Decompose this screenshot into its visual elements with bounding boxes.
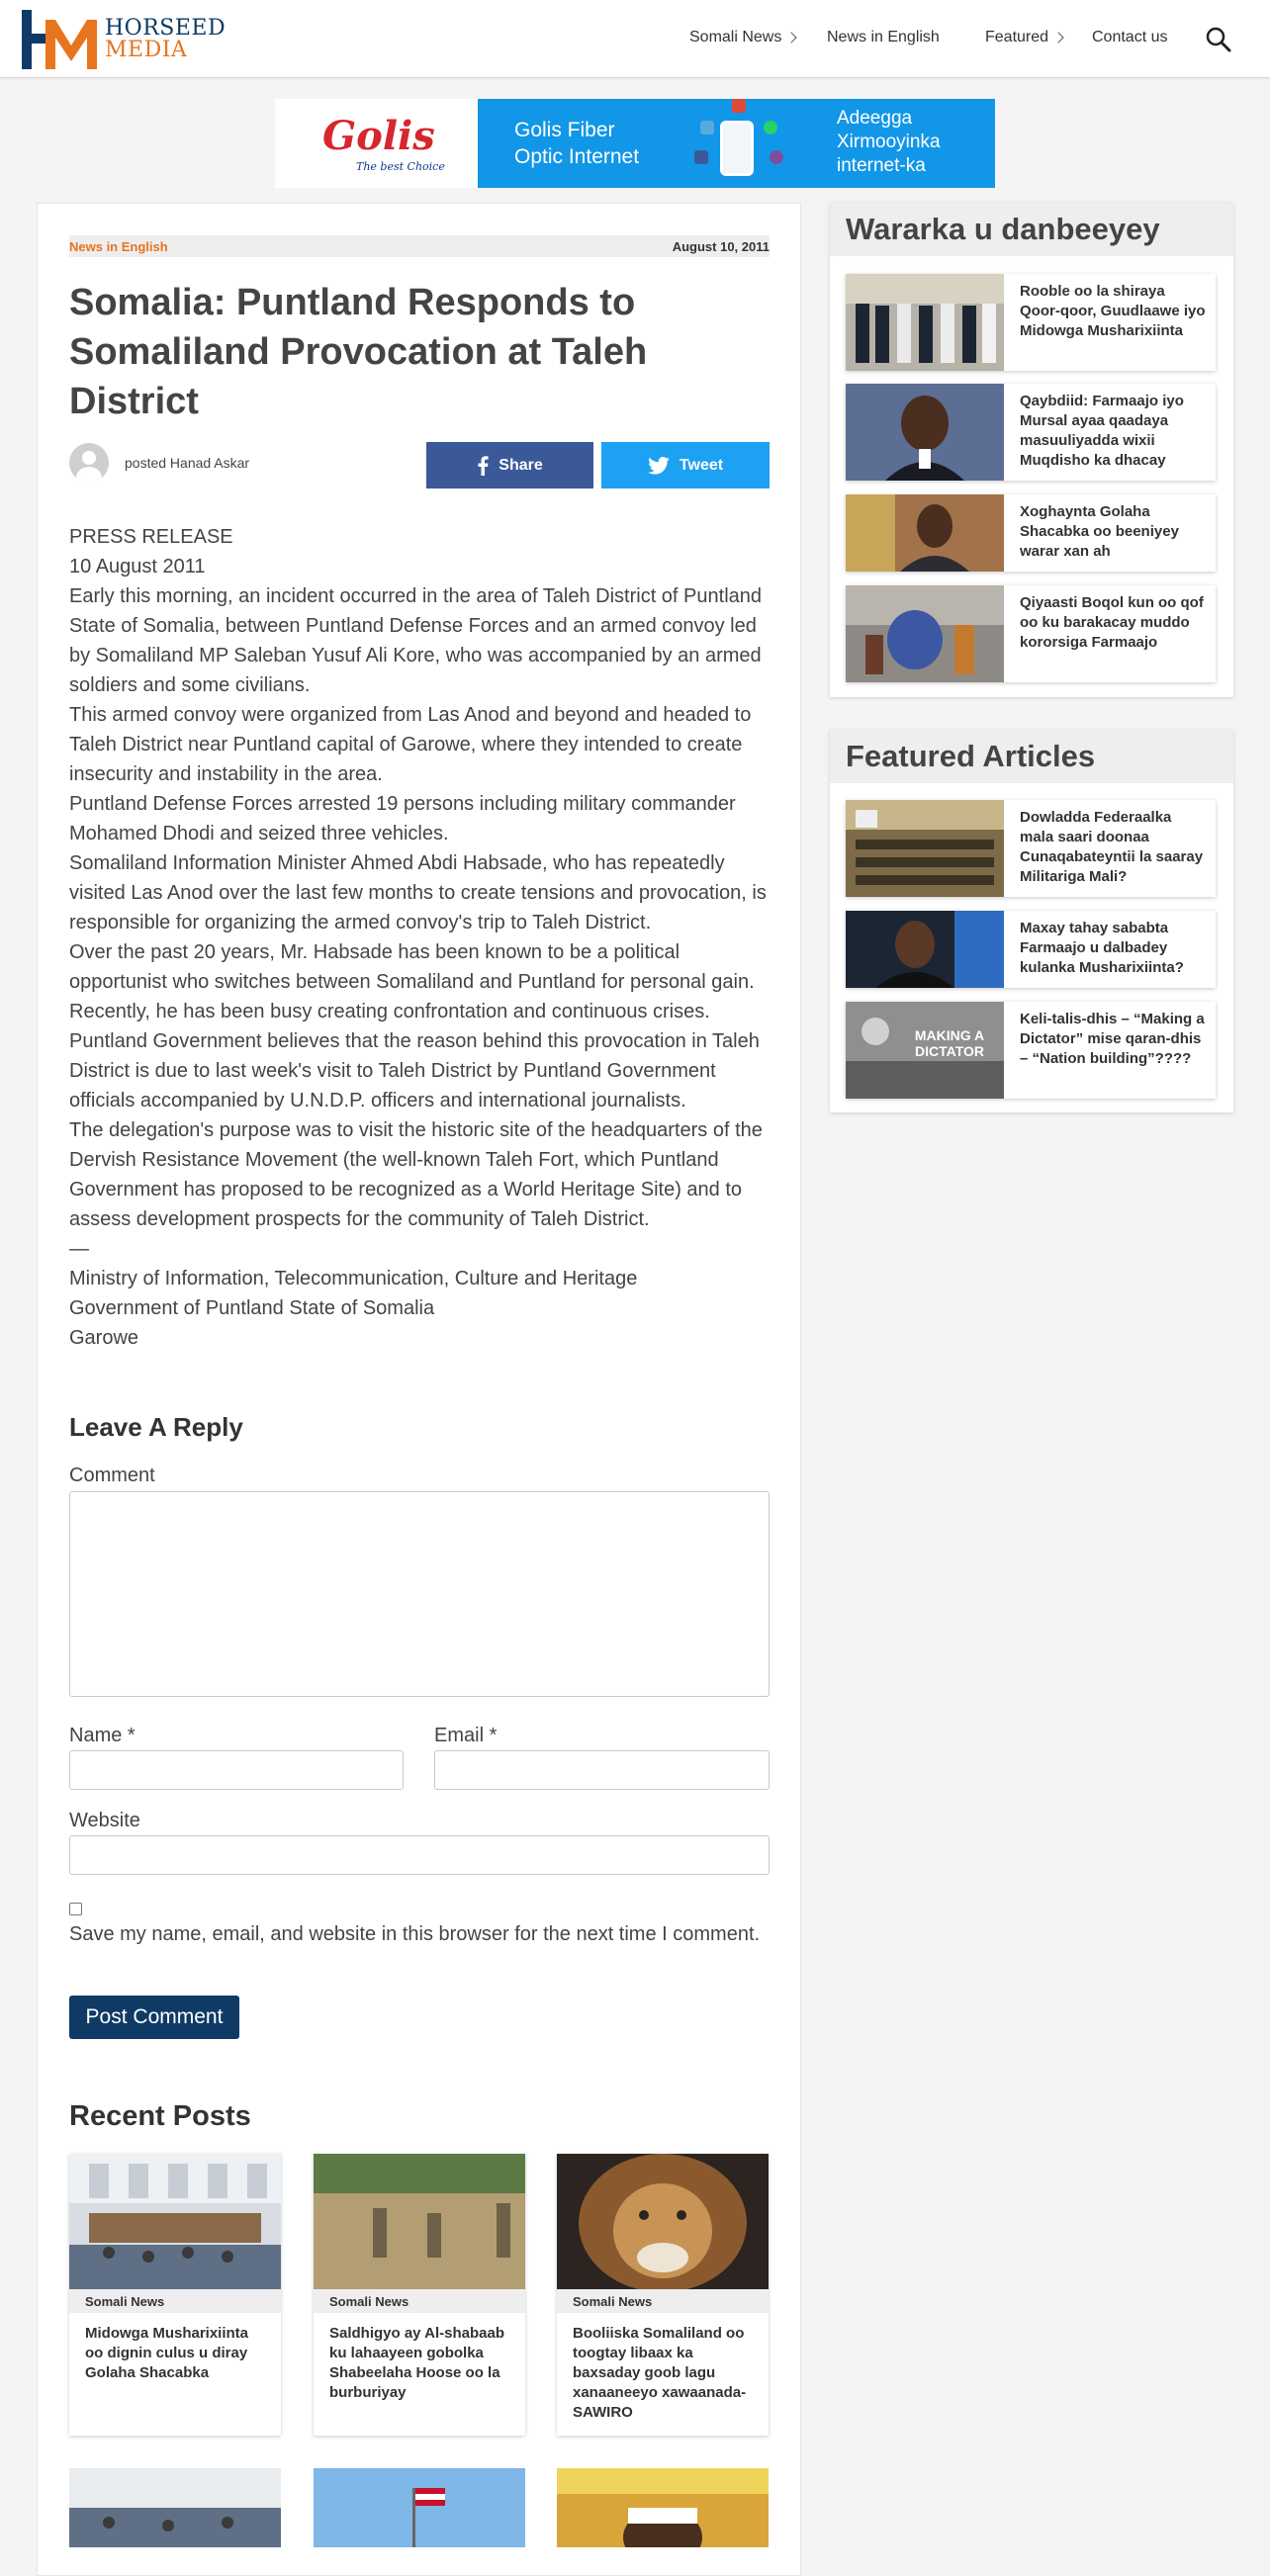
phone-icon — [720, 121, 754, 176]
article-paragraph: The delegation's purpose was to visit the historic site of the headquarters of the Dervish Resistance Movement (the well-known Taleh Fort, which Puntland Government has proposed to be recognized as a World Heritage Site) and to assess development prospects for the community of Taleh District. — [69, 1119, 763, 1230]
featured-articles-title: Featured Articles — [830, 730, 1233, 783]
facebook-share-button[interactable] — [426, 442, 593, 489]
sidebar-item-title[interactable]: Qiyaasti Boqol kun oo qof oo ku barakacay muddo kororsiga Farmaajo — [1020, 594, 1204, 651]
banner-headline — [514, 117, 639, 170]
nav-label: News in English — [827, 29, 940, 45]
banner-headline-line2: Optic Internet — [514, 145, 640, 168]
search-icon[interactable] — [1205, 26, 1232, 53]
sidebar-item-image[interactable] — [846, 911, 1004, 988]
nav-label: Somali News — [689, 29, 782, 45]
recent-posts-title: Recent Posts — [69, 2100, 251, 2132]
article-paragraph: — — [69, 1238, 89, 1260]
twitter-icon — [700, 121, 714, 134]
google-plus-icon — [732, 99, 746, 113]
recent-post-category[interactable]: Somali News — [69, 2289, 281, 2313]
article-paragraph: This armed convoy were organized from Las Anod and beyond and headed to Taleh District near Puntland capital of Garowe, where they intended to create insecurity and instability in the area. — [69, 704, 752, 785]
reply-title: Leave A Reply — [69, 1412, 243, 1442]
nav-news-in-english[interactable] — [827, 29, 940, 46]
logo-line1: HORSEED — [105, 16, 227, 41]
article-body — [69, 522, 773, 1353]
sidebar-item-title[interactable]: Rooble oo la shiraya Qoor-qoor, Guudlaawe iyo Midowga Musharixiinta — [1020, 283, 1206, 339]
website-label: Website — [69, 1810, 140, 1831]
recent-post-image[interactable] — [557, 2468, 769, 2547]
article-paragraph: Garowe — [69, 1327, 139, 1349]
recent-post-title[interactable]: Saldhigyo ay Al-shabaab ku lahaayeen gobolka Shabeelaha Hoose oo la burburiyay — [329, 2325, 504, 2401]
name-label: Name * — [69, 1725, 136, 1746]
article-paragraph: Puntland Defense Forces arrested 19 persons including military commander Mohamed Dhodi and seized three vehicles. — [69, 793, 736, 844]
viber-icon — [770, 150, 783, 164]
twitter-tweet-button[interactable] — [601, 442, 770, 489]
comment-label: Comment — [69, 1465, 155, 1486]
sidebar-item-image[interactable] — [846, 585, 1004, 682]
recent-post-image[interactable] — [314, 2468, 525, 2547]
facebook-icon — [477, 456, 489, 476]
article-title: Somalia: Puntland Responds to Somaliland Provocation at Taleh District — [69, 282, 648, 422]
recent-post-image[interactable] — [557, 2154, 769, 2289]
twitter-icon — [648, 457, 670, 475]
save-info-label: Save my name, email, and website in this browser for the next time I comment. — [69, 1923, 761, 1945]
sidebar-featured-item[interactable] — [846, 800, 1216, 897]
article-paragraph: Early this morning, an incident occurred in the area of Taleh District of Puntland State of Somalia, between Puntland Defense Forces and an armed convoy led by Somaliland MP Saleban Yusuf Ali Kore, who was accompanied by an armed soldiers and some civilians. — [69, 585, 762, 696]
article-paragraph: Ministry of Information, Telecommunication, Culture and Heritage — [69, 1268, 638, 1289]
sidebar-item-title[interactable]: Maxay tahay sababta Farmaajo u dalbadey kulanka Musharixiinta? — [1020, 920, 1184, 976]
recent-post-image[interactable] — [69, 2154, 281, 2289]
sidebar-item-title[interactable]: Qaybdiid: Farmaajo iyo Mursal ayaa qaadaya masuuliyadda wixii Muqdisho ka dhacay — [1020, 393, 1184, 469]
featured-image-caption: MAKING A DICTATOR — [914, 1027, 985, 1059]
recent-post-card[interactable] — [69, 2154, 281, 2436]
advertisement-banner[interactable] — [275, 99, 995, 188]
banner-tagline: The best Choice — [356, 160, 445, 173]
recent-post-image[interactable] — [314, 2154, 525, 2289]
banner-right-line2: Xirmooyinka — [837, 132, 941, 152]
article-paragraph: Over the past 20 years, Mr. Habsade has been known to be a political opportunist who switches between Somaliland and Puntland for personal gain. Recently, he has been busy creating confrontation and continuous crises. — [69, 941, 755, 1022]
latest-news-title: Wararka u danbeeyey — [830, 203, 1233, 256]
article-paragraph: Government of Puntland State of Somalia — [69, 1297, 435, 1319]
banner-right-line1: Adeegga — [837, 108, 913, 129]
sidebar-item-image[interactable] — [846, 274, 1004, 371]
recent-post-category[interactable]: Somali News — [314, 2289, 525, 2313]
whatsapp-icon — [764, 121, 777, 134]
email-label: Email * — [434, 1725, 498, 1746]
sidebar-item-title[interactable]: Dowladda Federaalka mala saari doonaa Cunaqabateyntii la saaray Militariga Mali? — [1020, 809, 1204, 885]
banner-headline-line1: Golis Fiber — [514, 119, 615, 141]
website-field[interactable] — [69, 1835, 770, 1875]
avatar — [69, 443, 109, 483]
author-name[interactable]: posted Hanad Askar — [125, 455, 250, 471]
article-paragraph: PRESS RELEASE — [69, 526, 233, 548]
sidebar-latest-item[interactable] — [846, 274, 1216, 371]
article-paragraph: Somaliland Information Minister Ahmed Abdi Habsade, who has repeatedly visited Las Anod over the last few months to create tensions and provocation, is responsible for organizing the armed convoy's trip to Taleh District. — [69, 852, 767, 933]
article-category-link[interactable]: News in English — [69, 239, 168, 254]
latest-news-widget — [830, 203, 1233, 697]
email-field[interactable] — [434, 1750, 770, 1790]
logo-mark-icon — [22, 10, 103, 69]
sidebar-featured-item[interactable] — [846, 1002, 1216, 1099]
nav-label: Featured — [985, 29, 1049, 45]
article-date: August 10, 2011 — [672, 239, 770, 254]
sidebar-item-image[interactable] — [846, 1002, 1004, 1099]
sidebar-latest-item[interactable] — [846, 494, 1216, 572]
author-block — [69, 443, 249, 483]
sidebar-item-image[interactable] — [846, 494, 1004, 572]
sidebar-item-title[interactable]: Xoghaynta Golaha Shacabka oo beeniyey warar xan ah — [1020, 503, 1179, 560]
share-label: Share — [499, 456, 543, 474]
article-card — [37, 203, 801, 2576]
featured-articles-widget — [830, 730, 1233, 1112]
site-logo[interactable] — [22, 10, 226, 69]
chevron-right-icon — [1052, 32, 1063, 43]
sidebar-item-title[interactable]: Keli-talis-dhis – “Making a Dictator” mise qaran-dhis – “Nation building”???? — [1020, 1011, 1205, 1067]
recent-post-image[interactable] — [69, 2468, 281, 2547]
article-meta-bar — [69, 235, 770, 257]
sidebar-featured-item[interactable] — [846, 911, 1216, 988]
sidebar-latest-item[interactable] — [846, 585, 1216, 682]
facebook-icon — [694, 150, 708, 164]
banner-brand: Golis — [322, 113, 435, 159]
article-paragraph: 10 August 2011 — [69, 556, 206, 577]
sidebar-latest-item[interactable] — [846, 384, 1216, 481]
nav-label: Contact us — [1092, 29, 1168, 45]
name-field[interactable] — [69, 1750, 404, 1790]
article-paragraph: Puntland Government believes that the reason behind this provocation in Taleh District is due to last week's visit to Taleh District by Puntland Government officials accompanied by U.N.D.P. officers and international journalists. — [69, 1030, 760, 1111]
recent-post-category[interactable]: Somali News — [557, 2289, 769, 2313]
sidebar-item-image[interactable] — [846, 800, 1004, 897]
recent-post-title[interactable]: Midowga Musharixiinta oo dignin culus u diray Golaha Shacabka — [85, 2325, 249, 2381]
save-info-checkbox[interactable] — [69, 1903, 82, 1915]
site-header — [0, 0, 1270, 78]
chevron-right-icon — [786, 32, 797, 43]
recent-post-card[interactable] — [557, 2154, 769, 2436]
banner-right-line3: internet-ka — [837, 155, 926, 176]
tweet-label: Tweet — [679, 456, 724, 474]
post-comment-button[interactable]: Post Comment — [69, 1996, 239, 2039]
comment-textarea[interactable] — [69, 1491, 770, 1697]
sidebar-item-image[interactable] — [846, 384, 1004, 481]
nav-featured[interactable] — [985, 29, 1062, 46]
recent-post-title[interactable]: Booliiska Somaliland oo toogtay libaax ka baxsaday goob lagu xanaaneeyo xawaanada-SAWIRO — [573, 2325, 747, 2421]
banner-right-text — [837, 107, 941, 178]
nav-contact-us[interactable] — [1092, 29, 1167, 46]
logo-line2: MEDIA — [105, 38, 188, 62]
nav-somali-news[interactable] — [689, 29, 795, 46]
recent-post-card[interactable] — [314, 2154, 525, 2436]
